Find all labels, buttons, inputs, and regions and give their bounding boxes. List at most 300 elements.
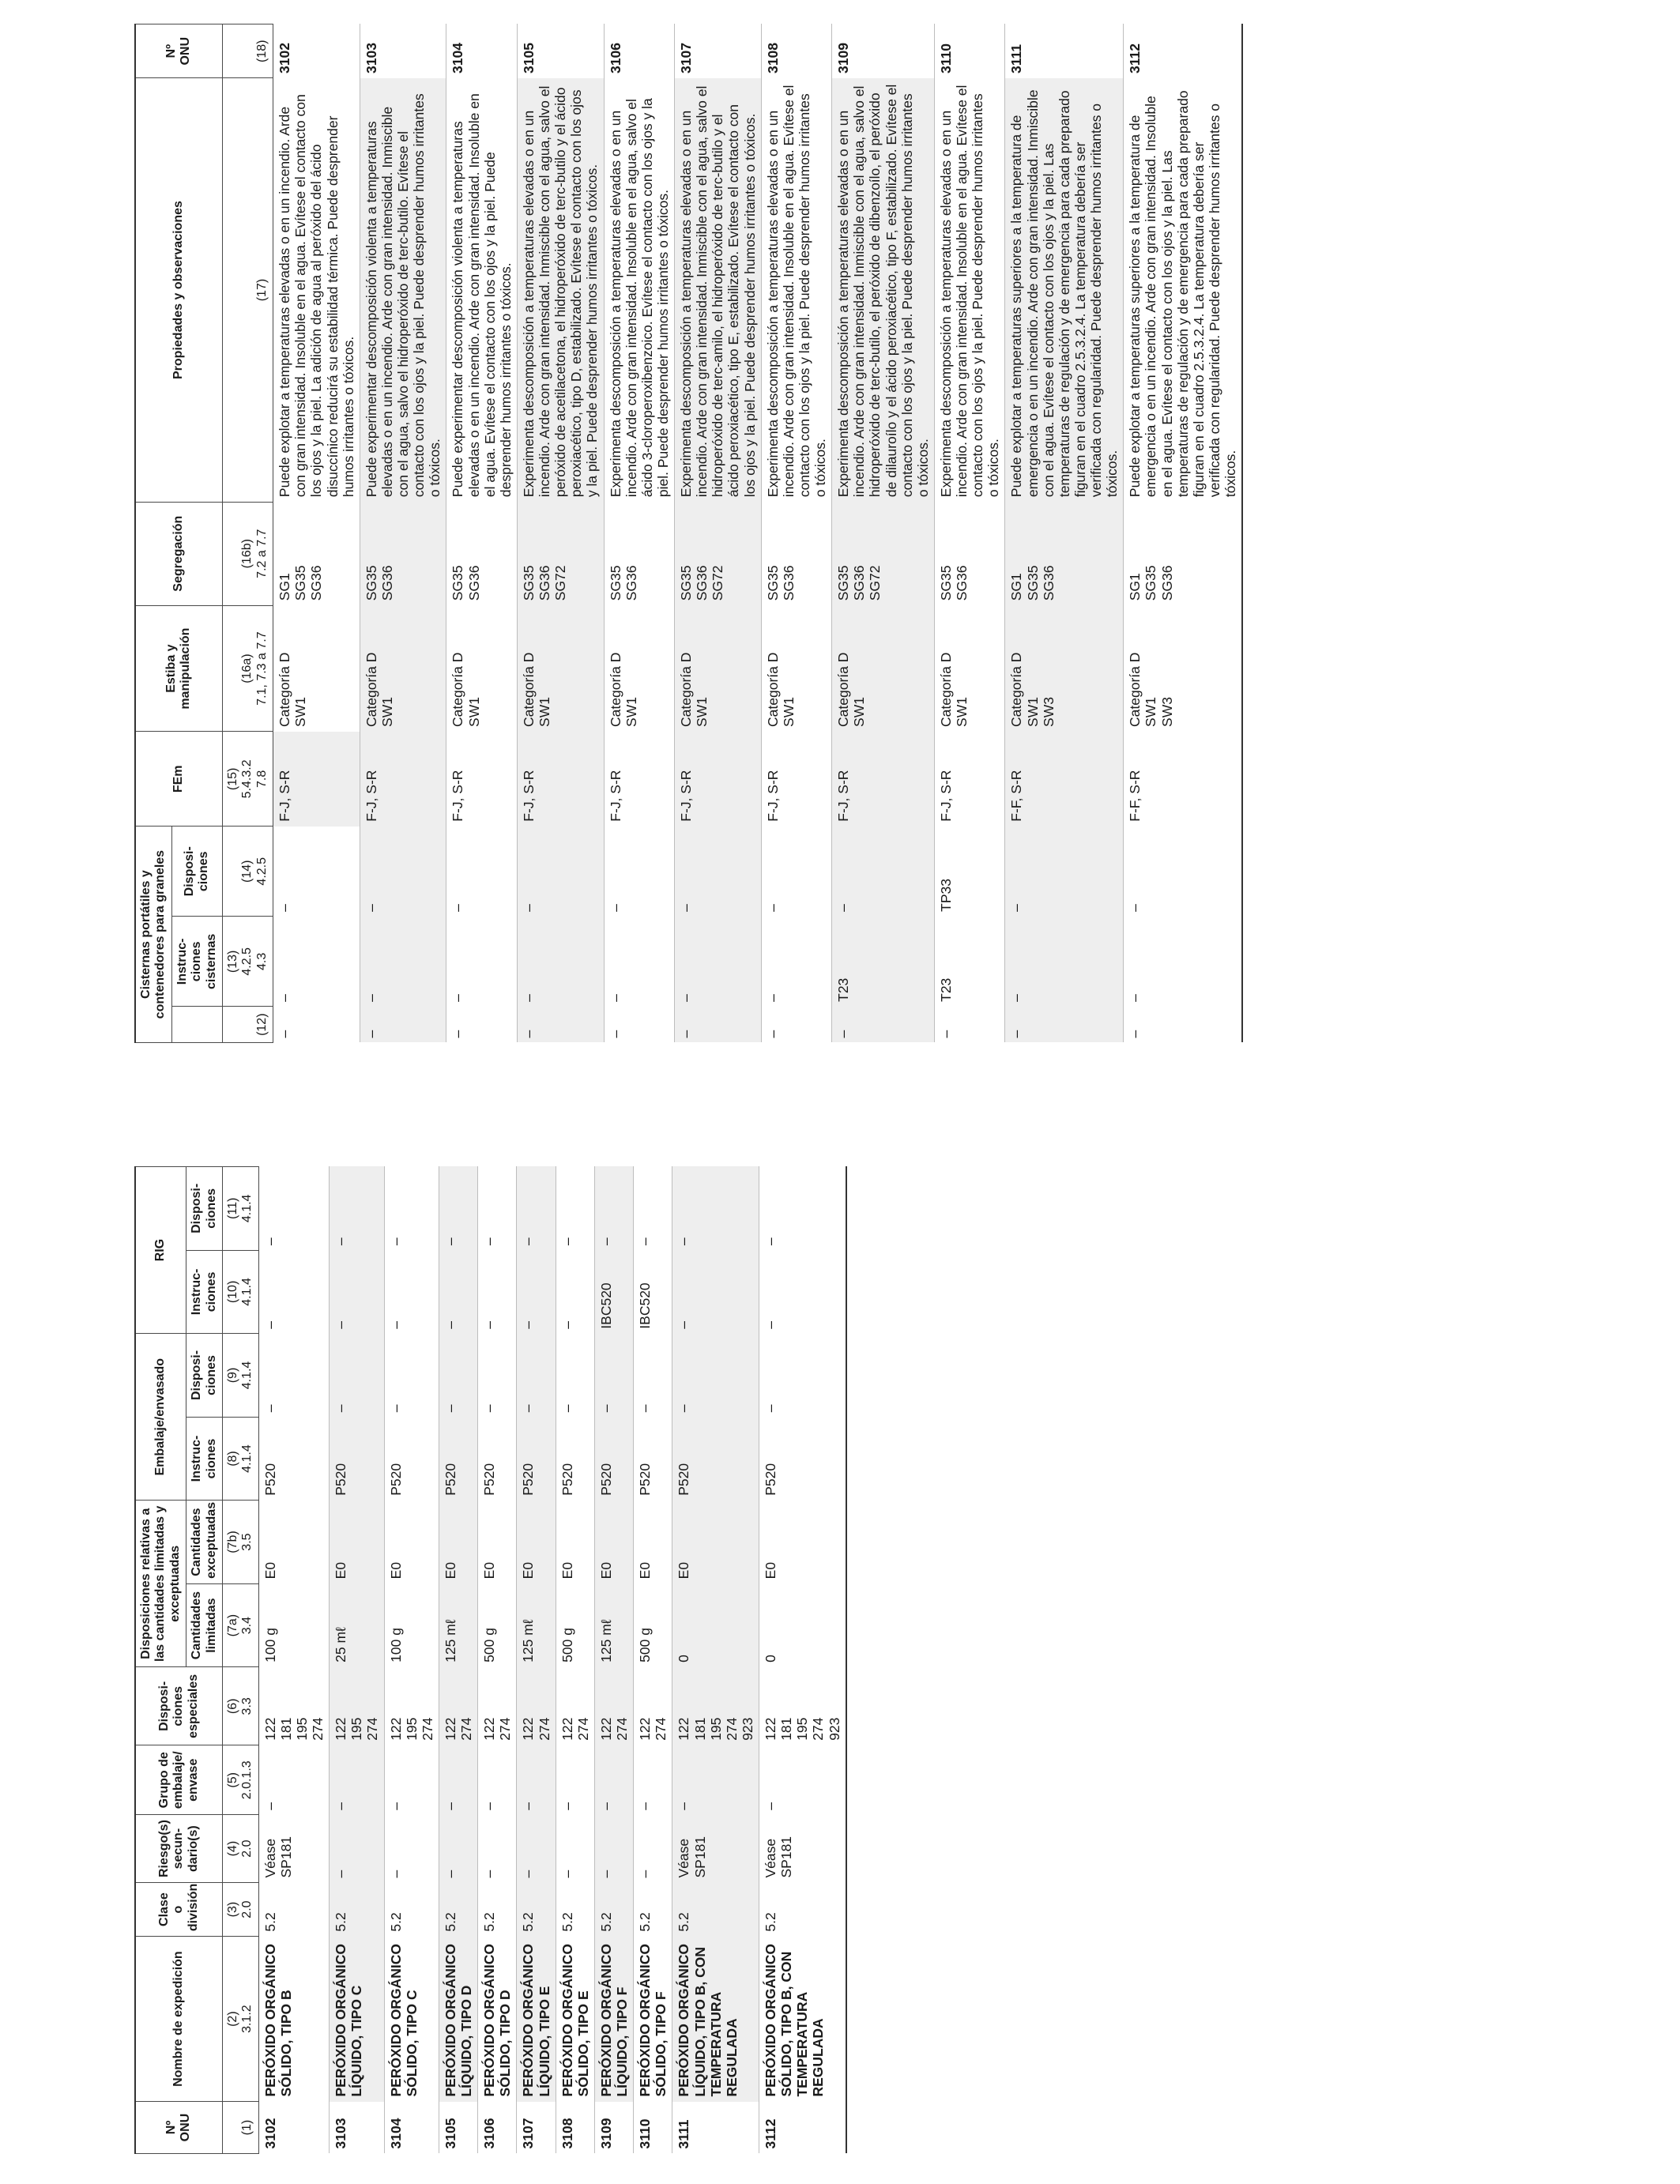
limited-quantity: 500 g	[478, 1583, 517, 1667]
tank-col-12: –	[934, 1007, 1005, 1043]
header-properties: Propiedades y observaciones	[135, 78, 222, 502]
table-row	[556, 1167, 594, 2154]
column-number-label: (14)	[240, 860, 254, 883]
shipping-name: PERÓXIDO ORGÁNICO LÍQUIDO, TIPO B, CON TEMPERATURA REGULADA	[672, 1937, 759, 2102]
ibc-instruction: –	[759, 1250, 846, 1334]
excepted-quantity: E0	[759, 1501, 846, 1584]
ibc-instruction: –	[258, 1250, 330, 1334]
properties-text: Puede experimentar descomposición violenta a temperaturas elevadas o en un incendio. Arde con gran intensidad. Insoluble en el agua. Evítese el contacto con los ojos y la piel. Puede desprender humos irritantes o tóxicos.	[446, 78, 518, 502]
fem-code: F-J, S-R	[675, 732, 762, 827]
column-reference: 3.5	[240, 1533, 254, 1551]
tank-col-12: –	[604, 1007, 675, 1043]
tank-col-12: –	[675, 1007, 762, 1043]
column-number-label: (7b)	[225, 1531, 239, 1553]
table-row	[1005, 24, 1124, 1043]
table-row	[478, 1167, 517, 2154]
excepted-quantity: E0	[439, 1501, 477, 1584]
right-table-panel	[134, 24, 1387, 1043]
packing-group: –	[634, 1745, 672, 1815]
fem-code: F-J, S-R	[832, 732, 935, 827]
un-number: 3111	[1005, 24, 1124, 78]
header-ibc-instructions: Instruc- ciones	[186, 1250, 223, 1334]
column-reference: 4.2.5	[254, 857, 269, 886]
column-reference: 5.4.3.2 7.8	[240, 759, 269, 799]
ibc-instruction: –	[478, 1250, 517, 1334]
tank-instruction: –	[604, 917, 675, 1007]
header-limited: Cantidades limitadas	[186, 1583, 223, 1667]
properties-text: Experimenta descomposición a temperaturas elevadas o en un incendio. Arde con gran intensidad. Inmiscible con el agua, salvo el hidroperóxido de terc-butilo, el peróxido de dibenzoílo, el peróxido de dilauroílo y el ácido peroxiacético, tipo F, estabilizado. Evítese el contacto con los ojos y la piel. Puede desprender humos irritantes o tóxicos.	[832, 78, 935, 502]
header-packing-provisions: Disposi- ciones	[186, 1334, 223, 1418]
limited-quantity: 500 g	[634, 1583, 672, 1667]
un-number: 3104	[384, 2102, 439, 2154]
stowage: Categoría D SW1	[273, 605, 360, 732]
shipping-name: PERÓXIDO ORGÁNICO LÍQUIDO, TIPO F	[594, 1937, 633, 2102]
column-number	[222, 1883, 258, 1937]
ibc-instruction: –	[439, 1250, 477, 1334]
shipping-name: PERÓXIDO ORGÁNICO SÓLIDO, TIPO F	[634, 1937, 672, 2102]
un-number: 3102	[258, 2102, 330, 2154]
packing-instruction: P520	[759, 1417, 846, 1501]
un-number: 3108	[761, 24, 832, 78]
header-tank-blank	[171, 1007, 222, 1043]
un-number: 3109	[594, 2102, 633, 2154]
un-number: 3109	[832, 24, 935, 78]
column-number	[222, 827, 273, 917]
packing-instruction: P520	[478, 1417, 517, 1501]
shipping-name: PERÓXIDO ORGÁNICO SÓLIDO, TIPO B, CON TEMPERATURA REGULADA	[759, 1937, 846, 2102]
shipping-name: PERÓXIDO ORGÁNICO LÍQUIDO, TIPO E	[517, 1937, 556, 2102]
limited-quantity: 125 mℓ	[594, 1583, 633, 1667]
column-number	[222, 1007, 273, 1043]
special-provisions: 122 274	[594, 1667, 633, 1745]
column-number	[222, 1334, 258, 1418]
un-number: 3106	[478, 2102, 517, 2154]
special-provisions: 122 181 195 274	[258, 1667, 330, 1745]
packing-group: –	[384, 1745, 439, 1815]
packing-provision: –	[594, 1334, 633, 1418]
subsidiary-risk: Véase SP181	[258, 1815, 330, 1883]
stowage: Categoría D SW1	[360, 605, 446, 732]
header-shipping-name: Nombre de expedición	[135, 1937, 222, 2102]
packing-instruction: P520	[517, 1417, 556, 1501]
table-row	[273, 24, 360, 1043]
tank-provision: –	[517, 827, 604, 917]
packing-instruction: P520	[672, 1417, 759, 1501]
table-row	[439, 1167, 477, 2154]
packing-group: –	[594, 1745, 633, 1815]
table-row	[759, 1167, 846, 2154]
tank-instruction: –	[1124, 917, 1242, 1007]
header-un-no: Nº ONU	[135, 2102, 222, 2154]
tank-col-12: –	[761, 1007, 832, 1043]
tank-provision: –	[1124, 827, 1242, 917]
subsidiary-risk: Véase SP181	[672, 1815, 759, 1883]
header-subsidiary-risk: Riesgo(s) secun- dario(s)	[135, 1815, 222, 1883]
packing-instruction: P520	[634, 1417, 672, 1501]
class-value: 5.2	[759, 1883, 846, 1937]
ibc-provision: –	[634, 1167, 672, 1251]
packing-instruction: P520	[258, 1417, 330, 1501]
header-segregation: Segregación	[135, 502, 222, 605]
table-row	[360, 24, 446, 1043]
tank-provision: –	[604, 827, 675, 917]
un-number: 3106	[604, 24, 675, 78]
fem-code: F-J, S-R	[934, 732, 1005, 827]
column-number-label: (16a)	[240, 653, 254, 683]
stowage: Categoría D SW1	[675, 605, 762, 732]
un-number: 3112	[759, 2102, 846, 2154]
subsidiary-risk: –	[384, 1815, 439, 1883]
class-value: 5.2	[556, 1883, 594, 1937]
left-table-panel	[134, 1166, 1359, 2154]
tank-instruction: –	[273, 917, 360, 1007]
header-tank-provisions: Disposi- ciones	[171, 827, 222, 917]
column-reference: 7.1, 7.3 a 7.7	[254, 631, 269, 706]
header-fem: FEm	[135, 732, 222, 827]
column-reference: 2.0	[240, 1839, 254, 1858]
ibc-instruction: IBC520	[634, 1250, 672, 1334]
class-value: 5.2	[258, 1883, 330, 1937]
column-reference: 2.0	[240, 1900, 254, 1919]
tank-provision: –	[446, 827, 518, 917]
un-number: 3102	[273, 24, 360, 78]
shipping-name: PERÓXIDO ORGÁNICO SÓLIDO, TIPO C	[384, 1937, 439, 2102]
header-special-provisions: Disposi- ciones especiales	[135, 1667, 222, 1745]
left-dangerous-goods-table	[134, 1166, 847, 2154]
packing-provision: –	[439, 1334, 477, 1418]
class-value: 5.2	[384, 1883, 439, 1937]
ibc-provision: –	[594, 1167, 633, 1251]
packing-instruction: P520	[330, 1417, 384, 1501]
packing-instruction: P520	[594, 1417, 633, 1501]
un-number: 3110	[634, 2102, 672, 2154]
column-number	[222, 1745, 258, 1815]
table-row	[517, 1167, 556, 2154]
tank-instruction: –	[761, 917, 832, 1007]
packing-provision: –	[672, 1334, 759, 1418]
table-row	[384, 1167, 439, 2154]
column-reference: 3.1.2	[240, 2005, 254, 2033]
column-reference: 3.4	[240, 1616, 254, 1635]
subsidiary-risk: –	[330, 1815, 384, 1883]
segregation: SG1 SG35 SG36	[1005, 502, 1124, 605]
shipping-name: PERÓXIDO ORGÁNICO SÓLIDO, TIPO E	[556, 1937, 594, 2102]
class-value: 5.2	[594, 1883, 633, 1937]
column-reference: 4.1.4	[240, 1194, 254, 1223]
un-number: 3105	[517, 24, 604, 78]
ibc-provision: –	[330, 1167, 384, 1251]
table-row	[446, 24, 518, 1043]
tank-provision: –	[832, 827, 935, 917]
column-number	[222, 24, 273, 78]
table-row	[832, 24, 935, 1043]
column-number-label: (3)	[225, 1901, 239, 1918]
packing-group: –	[439, 1745, 477, 1815]
table-row	[672, 1167, 759, 2154]
fem-code: F-J, S-R	[360, 732, 446, 827]
packing-provision: –	[478, 1334, 517, 1418]
header-class: Clase o división	[135, 1883, 222, 1937]
segregation: SG1 SG35 SG36	[1124, 502, 1242, 605]
un-number: 3112	[1124, 24, 1242, 78]
tank-provision: –	[761, 827, 832, 917]
column-reference: 4.2.5 4.3	[240, 947, 269, 976]
properties-text: Puede explotar a temperaturas superiores a la temperatura de emergencia o en un incendio. Arde con gran intensidad. Inmiscible con el agua. Evítese el contacto con los ojos y la piel. Las temperaturas de regulación y de emergencia para cada preparado figuran en el cuadro 2.5.3.2.4. La temperatura debería ser verificada con regularidad. Puede desprender humos irritantes o tóxicos.	[1005, 78, 1124, 502]
column-number	[222, 1501, 258, 1584]
tank-instruction: –	[360, 917, 446, 1007]
column-number	[222, 917, 273, 1007]
ibc-provision: –	[384, 1167, 439, 1251]
column-number-label: (9)	[225, 1367, 239, 1384]
header-excepted: Cantidades exceptuadas	[186, 1501, 223, 1584]
stowage: Categoría D SW1 SW3	[1124, 605, 1242, 732]
stowage: Categoría D SW1	[604, 605, 675, 732]
segregation: SG35 SG36 SG72	[675, 502, 762, 605]
column-number-row	[222, 1167, 258, 2154]
packing-group: –	[672, 1745, 759, 1815]
header-rig: RIG	[135, 1167, 186, 1334]
shipping-name: PERÓXIDO ORGÁNICO SÓLIDO, TIPO D	[478, 1937, 517, 2102]
class-value: 5.2	[517, 1883, 556, 1937]
tank-col-12: –	[517, 1007, 604, 1043]
special-provisions: 122 274	[556, 1667, 594, 1745]
column-number	[222, 1417, 258, 1501]
tank-col-12: –	[360, 1007, 446, 1043]
properties-text: Experimenta descomposición a temperaturas elevadas o en un incendio. Arde con gran intensidad. Inmiscible con el agua, salvo el peróxido de acetilacetona, el hidroperóxido de terc-butilo y el ácido peroxiacético, tipo D, estabilizado. Evítese el contacto con los ojos y la piel. Puede desprender humos irritantes o tóxicos.	[517, 78, 604, 502]
packing-group: –	[258, 1745, 330, 1815]
packing-instruction: P520	[439, 1417, 477, 1501]
excepted-quantity: E0	[330, 1501, 384, 1584]
limited-quantity: 100 g	[384, 1583, 439, 1667]
packing-group: –	[478, 1745, 517, 1815]
special-provisions: 122 195 274	[384, 1667, 439, 1745]
header-ibc-provisions: Disposi- ciones	[186, 1167, 223, 1251]
ibc-instruction: IBC520	[594, 1250, 633, 1334]
column-number-label: (13)	[225, 950, 239, 973]
right-dangerous-goods-table	[134, 24, 1243, 1043]
stowage: Categoría D SW1	[446, 605, 518, 732]
special-provisions: 122 274	[517, 1667, 556, 1745]
un-number: 3103	[330, 2102, 384, 2154]
limited-quantity: 125 mℓ	[439, 1583, 477, 1667]
properties-text: Puede experimentar descomposición violenta a temperaturas elevadas o en un incendio. Arde con gran intensidad. Inmiscible con el agua, salvo el hidroperóxido de terc-butilo. Evítese el contacto con los ojos y la piel. Puede desprender humos irritantes o tóxicos.	[360, 78, 446, 502]
column-number-label: (4)	[225, 1840, 239, 1857]
stowage: Categoría D SW1	[934, 605, 1005, 732]
table-row	[517, 24, 604, 1043]
fem-code: F-J, S-R	[604, 732, 675, 827]
un-number: 3104	[446, 24, 518, 78]
tank-provision: –	[273, 827, 360, 917]
stowage: Categoría D SW1	[517, 605, 604, 732]
packing-provision: –	[384, 1334, 439, 1418]
tank-provision: –	[675, 827, 762, 917]
tank-instruction: –	[1005, 917, 1124, 1007]
column-number	[222, 1583, 258, 1667]
ibc-provision: –	[556, 1167, 594, 1251]
tank-col-12: –	[1005, 1007, 1124, 1043]
packing-instruction: P520	[384, 1417, 439, 1501]
tank-instruction: –	[517, 917, 604, 1007]
fem-code: F-J, S-R	[446, 732, 518, 827]
ibc-provision: –	[672, 1167, 759, 1251]
subsidiary-risk: –	[517, 1815, 556, 1883]
limited-quantity: 0	[672, 1583, 759, 1667]
packing-provision: –	[258, 1334, 330, 1418]
ibc-instruction: –	[556, 1250, 594, 1334]
subsidiary-risk: –	[478, 1815, 517, 1883]
header-packing-instructions: Instruc- ciones	[186, 1417, 223, 1501]
tank-provision: –	[1005, 827, 1124, 917]
class-value: 5.2	[672, 1883, 759, 1937]
limited-quantity: 0	[759, 1583, 846, 1667]
shipping-name: PERÓXIDO ORGÁNICO LÍQUIDO, TIPO D	[439, 1937, 477, 2102]
special-provisions: 122 195 274	[330, 1667, 384, 1745]
column-number-row	[222, 24, 273, 1043]
column-number-label: (6)	[225, 1698, 239, 1715]
segregation: SG1 SG35 SG36	[273, 502, 360, 605]
packing-provision: –	[330, 1334, 384, 1418]
header-stowage: Estiba y manipulación	[135, 605, 222, 732]
ibc-instruction: –	[330, 1250, 384, 1334]
column-number	[222, 502, 273, 605]
packing-instruction: P520	[556, 1417, 594, 1501]
excepted-quantity: E0	[556, 1501, 594, 1584]
segregation: SG35 SG36	[360, 502, 446, 605]
packing-group: –	[759, 1745, 846, 1815]
shipping-name: PERÓXIDO ORGÁNICO SÓLIDO, TIPO B	[258, 1937, 330, 2102]
excepted-quantity: E0	[672, 1501, 759, 1584]
segregation: SG35 SG36 SG72	[517, 502, 604, 605]
ibc-provision: –	[759, 1167, 846, 1251]
fem-code: F-J, S-R	[517, 732, 604, 827]
column-number	[222, 1667, 258, 1745]
tank-col-12: –	[446, 1007, 518, 1043]
column-number	[222, 732, 273, 827]
excepted-quantity: E0	[517, 1501, 556, 1584]
tank-col-12: –	[1124, 1007, 1242, 1043]
ibc-provision: –	[517, 1167, 556, 1251]
column-number-label: (11)	[225, 1197, 239, 1219]
special-provisions: 122 274	[439, 1667, 477, 1745]
un-number: 3105	[439, 2102, 477, 2154]
special-provisions: 122 181 195 274 923	[759, 1667, 846, 1745]
fem-code: F-J, S-R	[761, 732, 832, 827]
stowage: Categoría D SW1	[832, 605, 935, 732]
tank-instruction: –	[675, 917, 762, 1007]
tank-col-12: –	[832, 1007, 935, 1043]
column-number	[222, 1250, 258, 1334]
column-number-label: (18)	[254, 40, 269, 62]
column-reference: 4.1.4	[240, 1444, 254, 1473]
class-value: 5.2	[439, 1883, 477, 1937]
special-provisions: 122 181 195 274 923	[672, 1667, 759, 1745]
column-number	[222, 78, 273, 502]
table-row	[761, 24, 832, 1043]
fem-code: F-J, S-R	[273, 732, 360, 827]
subsidiary-risk: –	[594, 1815, 633, 1883]
stowage: Categoría D SW1	[761, 605, 832, 732]
column-number-label: (12)	[254, 1013, 269, 1036]
column-reference: 4.1.4	[240, 1278, 254, 1306]
column-number-label: (17)	[254, 278, 269, 302]
ibc-provision: –	[258, 1167, 330, 1251]
table-row	[330, 1167, 384, 2154]
limited-quantity: 125 mℓ	[517, 1583, 556, 1667]
class-value: 5.2	[478, 1883, 517, 1937]
special-provisions: 122 274	[634, 1667, 672, 1745]
packing-group: –	[517, 1745, 556, 1815]
column-reference: 7.2 a 7.7	[254, 529, 269, 578]
column-number	[222, 1937, 258, 2102]
column-reference: 3.3	[240, 1697, 254, 1715]
un-number: 3108	[556, 2102, 594, 2154]
properties-text: Experimenta descomposición a temperaturas elevadas o en un incendio. Arde con gran intensidad. Insoluble en el agua. Evítese el contacto con los ojos y la piel. Puede desprender humos irritantes o tóxicos.	[761, 78, 832, 502]
excepted-quantity: E0	[594, 1501, 633, 1584]
class-value: 5.2	[634, 1883, 672, 1937]
column-number-label: (10)	[225, 1280, 239, 1304]
limited-quantity: 500 g	[556, 1583, 594, 1667]
table-row	[258, 1167, 330, 2154]
packing-provision: –	[517, 1334, 556, 1418]
column-number-label: (5)	[225, 1772, 239, 1788]
class-value: 5.2	[330, 1883, 384, 1937]
properties-text: Puede explotar a temperaturas superiores a la temperatura de emergencia o en un incendio. Arde con gran intensidad. Insoluble en el agua. Evítese el contacto con los ojos y la piel. Las temperaturas de regulación y de emergencia para cada preparado figuran en el cuadro 2.5.3.2.4. La temperatura debería ser verificada con regularidad. Puede desprender humos irritantes o tóxicos.	[1124, 78, 1242, 502]
table-row	[604, 24, 675, 1043]
packing-group: –	[330, 1745, 384, 1815]
column-number-label: (15)	[225, 767, 239, 791]
header-tank-instructions: Instruc- ciones cisternas	[171, 917, 222, 1007]
segregation: SG35 SG36 SG72	[832, 502, 935, 605]
ibc-provision: –	[439, 1167, 477, 1251]
column-number	[222, 1167, 258, 1251]
tank-instruction: –	[446, 917, 518, 1007]
properties-text: Experimenta descomposición a temperaturas elevadas o en un incendio. Arde con gran intensidad. Inmiscible con el agua, salvo el hidroperóxido de terc-amilo, el hidroperóxido de terc-butilo y el ácido peroxiacético, tipo E, estabilizado. Evítese el contacto con los ojos y la piel. Puede desprender humos irritantes o tóxicos.	[675, 78, 762, 502]
segregation: SG35 SG36	[446, 502, 518, 605]
tank-instruction: T23	[832, 917, 935, 1007]
subsidiary-risk: Véase SP181	[759, 1815, 846, 1883]
column-number	[222, 1815, 258, 1883]
segregation: SG35 SG36	[604, 502, 675, 605]
table-row	[634, 1167, 672, 2154]
column-number-label: (1)	[240, 2119, 254, 2136]
column-number-label: (16b)	[240, 539, 254, 569]
segregation: SG35 SG36	[934, 502, 1005, 605]
subsidiary-risk: –	[556, 1815, 594, 1883]
ibc-instruction: –	[517, 1250, 556, 1334]
tank-provision: –	[360, 827, 446, 917]
stowage: Categoría D SW1 SW3	[1005, 605, 1124, 732]
table-row	[934, 24, 1005, 1043]
packing-provision: –	[759, 1334, 846, 1418]
properties-text: Experimenta descomposición a temperaturas elevadas o en un incendio. Arde con gran intensidad. Insoluble en el agua, salvo el ácido 3-cloroperoxibenzoico. Evítese el contacto con los ojos y la piel. Puede desprender humos irritantes o tóxicos.	[604, 78, 675, 502]
un-number: 3110	[934, 24, 1005, 78]
table-row	[1124, 24, 1242, 1043]
table-row	[594, 1167, 633, 2154]
excepted-quantity: E0	[384, 1501, 439, 1584]
properties-text: Puede explotar a temperaturas elevadas o en un incendio. Arde con gran intensidad. Insoluble en el agua. Evítese el contacto con los ojos y la piel. La adición de agua al peróxido del ácido disuccínico reducirá su estabilidad térmica. Puede desprender humos irritantes o tóxicos.	[273, 78, 360, 502]
column-number	[222, 605, 273, 732]
tank-col-12: –	[273, 1007, 360, 1043]
ibc-instruction: –	[672, 1250, 759, 1334]
column-reference: 2.0.1.3	[240, 1760, 254, 1800]
packing-provision: –	[634, 1334, 672, 1418]
excepted-quantity: E0	[258, 1501, 330, 1584]
un-number: 3107	[517, 2102, 556, 2154]
special-provisions: 122 274	[478, 1667, 517, 1745]
column-number	[222, 2102, 258, 2154]
un-number: 3107	[675, 24, 762, 78]
header-packing: Embalaje/envasado	[135, 1334, 186, 1501]
